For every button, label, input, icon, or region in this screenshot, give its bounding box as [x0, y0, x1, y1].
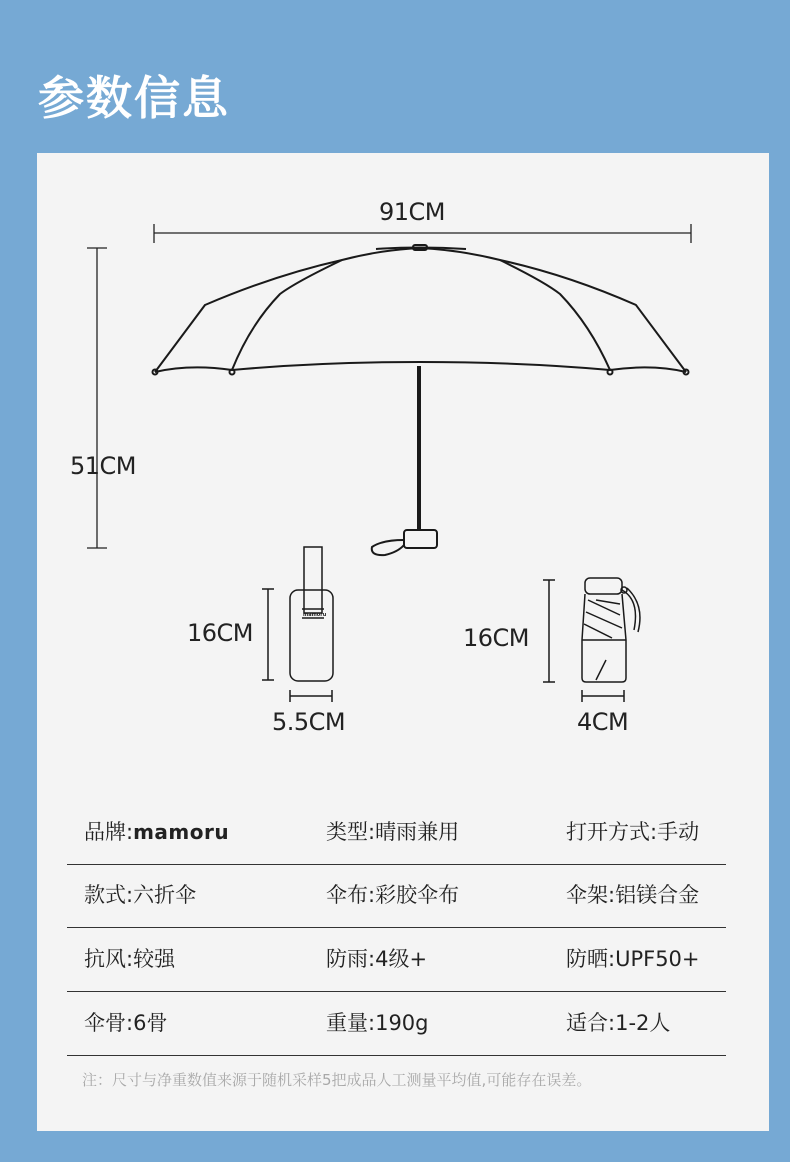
- width-label: 91CM: [379, 198, 446, 226]
- spec-brand: 品牌:mamoru: [84, 820, 230, 844]
- umbrella-icon: [153, 245, 689, 555]
- folded-umbrella-icon: [543, 578, 640, 702]
- spec-wind: 抗风:较强: [84, 947, 176, 971]
- spec-row: [67, 991, 726, 1056]
- case-width-label: 5.5CM: [272, 708, 346, 736]
- spec-weight: 重量:190g: [326, 1011, 429, 1035]
- case-height-label: 16CM: [187, 619, 254, 647]
- spec-capacity: 适合:1-2人: [566, 1011, 671, 1035]
- folded-width-label: 4CM: [577, 708, 629, 736]
- spec-ribs: 伞骨:6骨: [84, 1011, 168, 1035]
- spec-fabric: 伞布:彩胶伞布: [326, 883, 460, 907]
- page-title: 参数信息: [38, 71, 230, 125]
- spec-open-method: 打开方式:手动: [566, 820, 700, 844]
- spec-row: [67, 927, 726, 992]
- spec-frame: 伞架:铝镁合金: [566, 883, 700, 907]
- height-label: 51CM: [70, 452, 137, 480]
- spec-row: [67, 863, 726, 928]
- case-logo: mamoru: [303, 612, 327, 618]
- measurement-note: 注：尺寸与净重数值来源于随机采样5把成品人工测量平均值,可能存在误差。: [82, 1071, 592, 1089]
- spec-uv: 防晒:UPF50+: [566, 947, 700, 971]
- folded-height-label: 16CM: [463, 624, 530, 652]
- umbrella-case-icon: [262, 547, 333, 702]
- spec-rain: 防雨:4级+: [326, 947, 428, 971]
- spec-style: 款式:六折伞: [84, 883, 197, 907]
- spec-type: 类型:晴雨兼用: [326, 820, 460, 844]
- spec-row: [67, 800, 726, 865]
